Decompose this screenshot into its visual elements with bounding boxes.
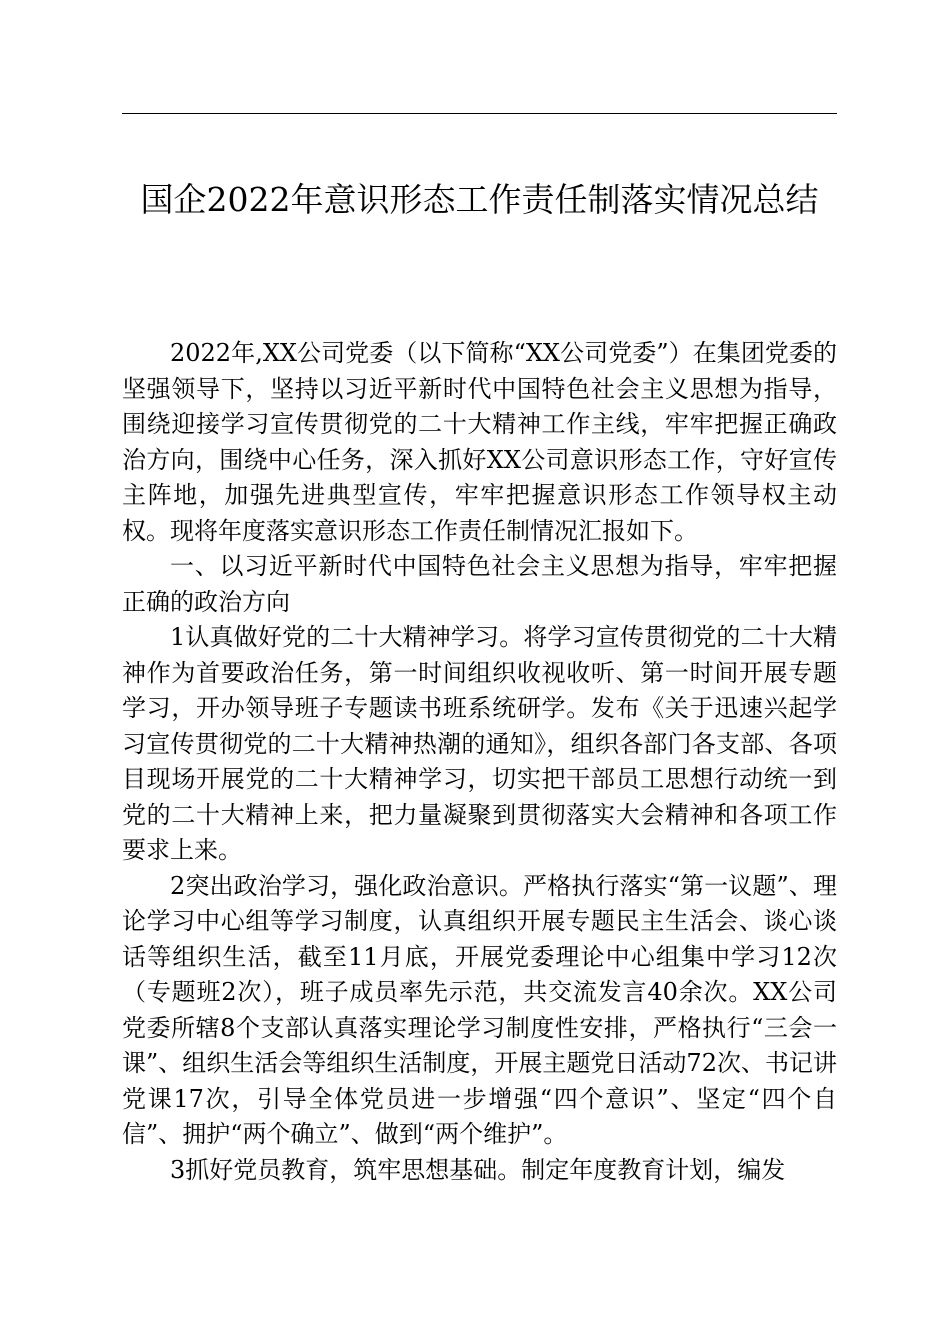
header-rule <box>122 113 837 114</box>
paragraph-item-1: 1认真做好党的二十大精神学习。将学习宣传贯彻党的二十大精神作为首要政治任务，第一时间组织收视收听、第一时间开展专题学习，开办领导班子专题读书班系统研学。发布《关于迅速兴起学习宣传贯彻党的二十大精神热潮的通知》，组织各部门各支部、各项目现场开展党的二十大精神学习，切实把干部员工思想行动统一到党的二十大精神上来，把力量凝聚到贯彻落实大会精神和各项工作要求上来。 <box>122 623 837 864</box>
paragraph-item-3: 3抓好党员教育，筑牢思想基础。制定年度教育计划，编发 <box>170 1155 786 1184</box>
paragraph-intro: 2022年,XX公司党委（以下简称“XX公司党委”）在集团党委的坚强领导下，坚持以习近平新时代中国特色社会主义思想为指导，围绕迎接学习宣传贯彻党的二十大精神工作主线，牢牢把握正确政治方向，围绕中心任务，深入抓好XX公司意识形态工作，守好宣传主阵地，加强先进典型宣传，牢牢把握意识形态工作领导权主动权。现将年度落实意识形态工作责任制情况汇报如下。 <box>122 339 837 545</box>
section-heading-1: 一、以习近平新时代中国特色社会主义思想为指导，牢牢把握正确的政治方向 <box>122 552 837 616</box>
document-body <box>122 336 837 1188</box>
document-title: 国企2022年意识形态工作责任制落实情况总结 <box>140 180 819 219</box>
paragraph-item-2: 2突出政治学习，强化政治意识。严格执行落实“第一议题”、理论学习中心组等学习制度，认真组织开展专题民主生活会、谈心谈话等组织生活，截至11月底，开展党委理论中心组集中学习12次（专题班2次），班子成员率先示范，共交流发言40余次。XX公司党委所辖8个支部认真落实理论学习制度性安排，严格执行“三会一课”、组织生活会等组织生活制度，开展主题党日活动72次、书记讲党课17次，引导全体党员进一步增强“四个意识”、坚定“四个自信”、拥护“两个确立”、做到“两个维护”。 <box>122 871 837 1148</box>
